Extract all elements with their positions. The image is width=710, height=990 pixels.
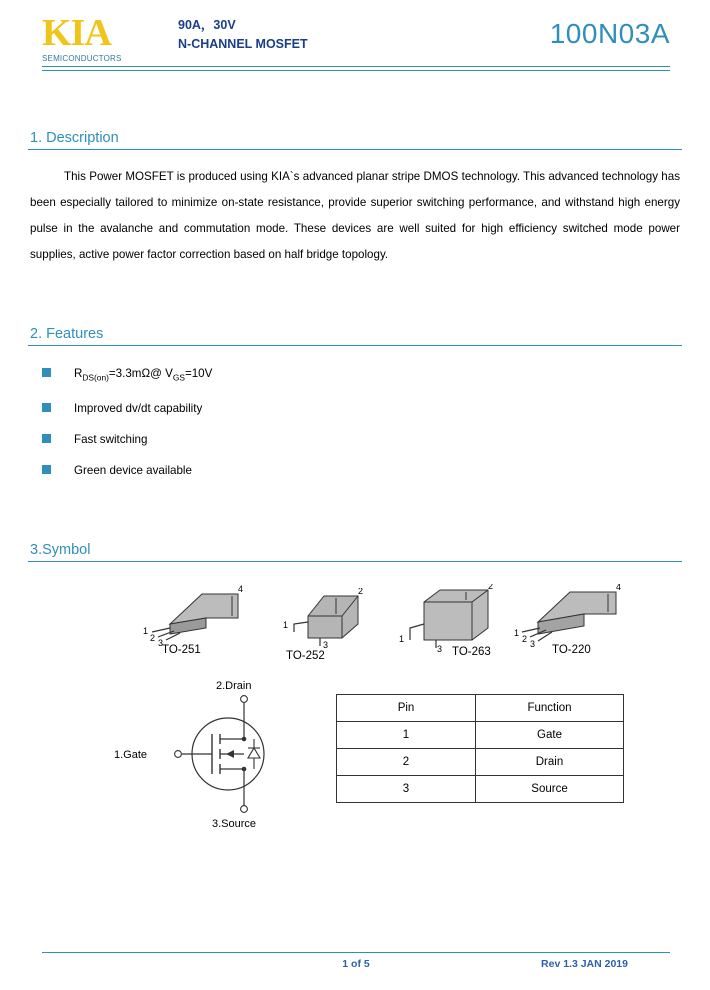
cell-pin: 3 bbox=[337, 776, 476, 803]
symbol-section bbox=[28, 542, 682, 832]
package-to-220 bbox=[508, 584, 628, 664]
pin-function-table bbox=[336, 694, 624, 803]
description-number: 1 bbox=[30, 130, 39, 146]
feature-rds-mid: =3.3mΩ@ V bbox=[108, 367, 173, 380]
svg-text:1.Gate: 1.Gate bbox=[114, 749, 148, 762]
description-heading bbox=[28, 130, 682, 150]
package-label: TO-252 bbox=[286, 650, 325, 663]
feature-label: Improved dv/dt capability bbox=[74, 402, 203, 416]
svg-text:2: 2 bbox=[358, 588, 364, 597]
revision-label: Rev 1.3 JAN 2019 bbox=[541, 958, 628, 970]
feature-rds-suffix: =10V bbox=[184, 367, 213, 380]
features-section bbox=[28, 326, 682, 482]
package-to-251 bbox=[140, 584, 260, 664]
svg-text:2.Drain: 2.Drain bbox=[216, 680, 252, 693]
list-item bbox=[42, 397, 682, 420]
svg-text:1: 1 bbox=[514, 628, 520, 639]
package-to-263 bbox=[396, 584, 516, 664]
spec-line-1: 90A，30V bbox=[178, 18, 236, 32]
svg-text:4: 4 bbox=[238, 584, 244, 595]
package-drawings bbox=[28, 584, 682, 664]
logo-text: KIA bbox=[42, 12, 111, 54]
product-spec bbox=[178, 16, 308, 54]
description-section bbox=[28, 130, 682, 268]
square-bullet-icon bbox=[42, 465, 51, 474]
feature-label: Fast switching bbox=[74, 433, 148, 447]
svg-text:3: 3 bbox=[437, 644, 443, 655]
svg-text:1: 1 bbox=[399, 634, 405, 645]
svg-text:3: 3 bbox=[323, 640, 329, 651]
table-row bbox=[337, 722, 624, 749]
logo-subtitle: SEMICONDUCTORS bbox=[42, 54, 122, 63]
package-to-252 bbox=[280, 588, 400, 668]
table-row bbox=[337, 749, 624, 776]
feature-label: Green device available bbox=[74, 464, 192, 478]
cell-pin: 2 bbox=[337, 749, 476, 776]
footer-content bbox=[42, 958, 670, 972]
package-label: TO-220 bbox=[552, 644, 591, 657]
column-header-pin: Pin bbox=[337, 695, 476, 722]
features-number: 2 bbox=[30, 326, 39, 342]
cell-pin: 1 bbox=[337, 722, 476, 749]
list-item bbox=[42, 362, 682, 389]
svg-text:3: 3 bbox=[530, 639, 536, 650]
svg-text:1: 1 bbox=[283, 620, 289, 631]
square-bullet-icon bbox=[42, 368, 51, 377]
svg-text:3.Source: 3.Source bbox=[212, 818, 257, 831]
description-title-text: . Description bbox=[38, 130, 119, 146]
footer-divider bbox=[42, 952, 670, 953]
page-footer bbox=[42, 952, 670, 974]
svg-text:2: 2 bbox=[488, 584, 494, 592]
features-title-text: . Features bbox=[38, 326, 104, 342]
cell-function: Gate bbox=[476, 722, 624, 749]
description-body: This Power MOSFET is produced using KIA`s advanced planar stripe DMOS technology. This advanced technology has been especially tailored to minimize on-state resistance, provide superior switching performance, and withstand high energy pulse in the avalanche and commutation mode. These devices are well suited for high efficiency switched mode power supplies, active power factor correction based on half bridge topology. bbox=[30, 170, 680, 261]
cell-function: Source bbox=[476, 776, 624, 803]
cell-function: Drain bbox=[476, 749, 624, 776]
part-number: 100N03A bbox=[549, 18, 670, 49]
svg-text:2: 2 bbox=[150, 633, 156, 644]
page-number: 1 of 5 bbox=[342, 958, 370, 970]
svg-text:2: 2 bbox=[522, 634, 528, 645]
table-row bbox=[337, 776, 624, 803]
symbol-and-table bbox=[28, 672, 682, 832]
features-heading bbox=[28, 326, 682, 346]
feature-rds-sub1: DS(on) bbox=[82, 372, 109, 383]
svg-text:1: 1 bbox=[143, 626, 149, 637]
package-label: TO-263 bbox=[452, 646, 491, 659]
page-header bbox=[28, 0, 682, 84]
features-list bbox=[28, 362, 682, 482]
svg-text:3: 3 bbox=[158, 638, 164, 649]
feature-rds-prefix: R bbox=[74, 367, 83, 380]
mosfet-symbol bbox=[108, 672, 328, 832]
list-item bbox=[42, 428, 682, 451]
table-header-row bbox=[337, 695, 624, 722]
list-item bbox=[42, 459, 682, 482]
spec-line-2: N-CHANNEL MOSFET bbox=[178, 37, 308, 51]
symbol-heading: 3.Symbol bbox=[28, 542, 682, 562]
package-label: TO-251 bbox=[162, 644, 201, 657]
column-header-function: Function bbox=[476, 695, 624, 722]
header-divider bbox=[42, 66, 670, 71]
feature-rds-sub2: GS bbox=[172, 372, 185, 383]
company-logo bbox=[42, 14, 162, 64]
square-bullet-icon bbox=[42, 434, 51, 443]
square-bullet-icon bbox=[42, 403, 51, 412]
svg-text:4: 4 bbox=[616, 584, 622, 593]
